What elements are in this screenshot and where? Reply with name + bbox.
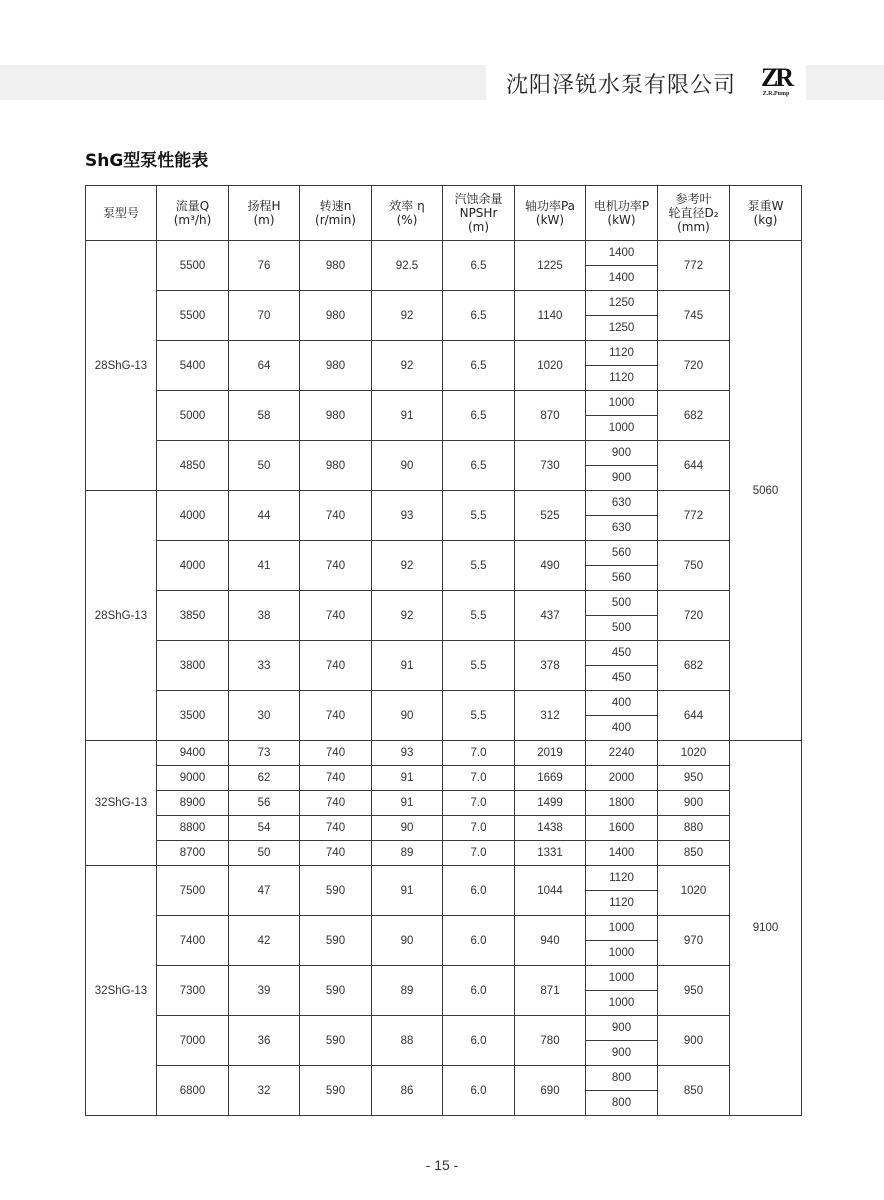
efficiency-cell: 90 <box>372 441 443 491</box>
column-header-line: (kW) <box>535 213 565 227</box>
flow-cell: 4850 <box>157 441 229 491</box>
motor-power-cell: 630 <box>586 516 658 541</box>
head-cell: 56 <box>229 791 300 816</box>
column-header-line: 轴功率Pa <box>524 199 576 213</box>
shaft-power-cell: 2019 <box>515 741 586 766</box>
impeller-diameter-cell: 900 <box>658 1016 730 1066</box>
shaft-power-cell: 490 <box>515 541 586 591</box>
column-header-flow <box>157 186 229 241</box>
head-cell: 73 <box>229 741 300 766</box>
efficiency-cell: 91 <box>372 391 443 441</box>
motor-power-cell: 1120 <box>586 341 658 366</box>
table-row <box>86 391 802 416</box>
table-row <box>86 966 802 991</box>
impeller-diameter-cell: 682 <box>658 641 730 691</box>
head-cell: 38 <box>229 591 300 641</box>
impeller-diameter-cell: 850 <box>658 841 730 866</box>
motor-power-cell: 1800 <box>586 791 658 816</box>
npshr-cell: 5.5 <box>443 541 515 591</box>
column-header-efficiency <box>372 186 443 241</box>
table-row <box>86 241 802 266</box>
efficiency-cell: 92.5 <box>372 241 443 291</box>
npshr-cell: 7.0 <box>443 766 515 791</box>
column-header-line: 电机功率P <box>593 199 650 213</box>
motor-power-cell: 1120 <box>586 366 658 391</box>
motor-power-cell: 1120 <box>586 891 658 916</box>
head-cell: 58 <box>229 391 300 441</box>
column-header-line: (kg) <box>753 213 778 227</box>
efficiency-cell: 92 <box>372 591 443 641</box>
table-row <box>86 1066 802 1091</box>
column-header-npshr <box>443 186 515 241</box>
shaft-power-cell: 1225 <box>515 241 586 291</box>
flow-cell: 8700 <box>157 841 229 866</box>
table-row <box>86 741 802 766</box>
efficiency-cell: 91 <box>372 866 443 916</box>
flow-cell: 6800 <box>157 1066 229 1116</box>
head-cell: 70 <box>229 291 300 341</box>
company-logo <box>756 63 796 98</box>
npshr-cell: 7.0 <box>443 741 515 766</box>
speed-cell: 980 <box>300 441 372 491</box>
flow-cell: 3500 <box>157 691 229 741</box>
table-row <box>86 816 802 841</box>
motor-power-cell: 1000 <box>586 991 658 1016</box>
flow-cell: 4000 <box>157 541 229 591</box>
flow-cell: 8900 <box>157 791 229 816</box>
page-title: ShG型泵性能表 <box>85 151 209 171</box>
page-number: - 15 - <box>425 1157 459 1173</box>
head-cell: 30 <box>229 691 300 741</box>
efficiency-cell: 89 <box>372 966 443 1016</box>
shaft-power-cell: 870 <box>515 391 586 441</box>
efficiency-cell: 92 <box>372 541 443 591</box>
header-band-left <box>0 65 486 100</box>
speed-cell: 740 <box>300 741 372 766</box>
flow-cell: 3800 <box>157 641 229 691</box>
speed-cell: 740 <box>300 641 372 691</box>
npshr-cell: 6.5 <box>443 441 515 491</box>
speed-cell: 980 <box>300 391 372 441</box>
pump-weight-cell: 9100 <box>730 741 802 1116</box>
head-cell: 41 <box>229 541 300 591</box>
flow-cell: 5500 <box>157 241 229 291</box>
speed-cell: 980 <box>300 241 372 291</box>
npshr-cell: 6.0 <box>443 916 515 966</box>
shaft-power-cell: 378 <box>515 641 586 691</box>
flow-cell: 8800 <box>157 816 229 841</box>
column-header-speed <box>300 186 372 241</box>
motor-power-cell: 2000 <box>586 766 658 791</box>
column-header-line: 汽蚀余量 <box>454 192 503 206</box>
column-header-line: NPSHr <box>459 206 498 220</box>
impeller-diameter-cell: 950 <box>658 966 730 1016</box>
motor-power-cell: 1000 <box>586 916 658 941</box>
npshr-cell: 6.0 <box>443 1016 515 1066</box>
efficiency-cell: 88 <box>372 1016 443 1066</box>
efficiency-cell: 89 <box>372 841 443 866</box>
motor-power-cell: 1120 <box>586 866 658 891</box>
flow-cell: 3850 <box>157 591 229 641</box>
head-cell: 39 <box>229 966 300 1016</box>
impeller-diameter-cell: 900 <box>658 791 730 816</box>
efficiency-cell: 91 <box>372 791 443 816</box>
pump-model-cell: 28ShG-13 <box>86 241 157 491</box>
flow-cell: 7000 <box>157 1016 229 1066</box>
column-header-line: 效率 η <box>389 199 425 213</box>
npshr-cell: 6.0 <box>443 966 515 1016</box>
flow-cell: 7400 <box>157 916 229 966</box>
flow-cell: 5500 <box>157 291 229 341</box>
speed-cell: 740 <box>300 841 372 866</box>
table-row <box>86 641 802 666</box>
table-row <box>86 591 802 616</box>
flow-cell: 7300 <box>157 966 229 1016</box>
column-header-line: (m³/h) <box>173 213 212 227</box>
impeller-diameter-cell: 880 <box>658 816 730 841</box>
npshr-cell: 5.5 <box>443 591 515 641</box>
shaft-power-cell: 1438 <box>515 816 586 841</box>
pump-model-cell: 32ShG-13 <box>86 866 157 1116</box>
efficiency-cell: 93 <box>372 741 443 766</box>
motor-power-cell: 900 <box>586 1041 658 1066</box>
head-cell: 76 <box>229 241 300 291</box>
impeller-diameter-cell: 745 <box>658 291 730 341</box>
impeller-diameter-cell: 644 <box>658 441 730 491</box>
flow-cell: 9400 <box>157 741 229 766</box>
column-header-line: 泵重W <box>747 199 784 213</box>
table-row <box>86 1016 802 1041</box>
column-header-line: 流量Q <box>175 199 210 213</box>
impeller-diameter-cell: 682 <box>658 391 730 441</box>
table-row <box>86 291 802 316</box>
npshr-cell: 6.0 <box>443 1066 515 1116</box>
shaft-power-cell: 312 <box>515 691 586 741</box>
column-header-shaft-power <box>515 186 586 241</box>
impeller-diameter-cell: 720 <box>658 341 730 391</box>
company-name: 沈阳泽锐水泵有限公司 <box>506 73 737 98</box>
head-cell: 36 <box>229 1016 300 1066</box>
head-cell: 44 <box>229 491 300 541</box>
column-header-model <box>86 186 157 241</box>
npshr-cell: 6.5 <box>443 241 515 291</box>
npshr-cell: 5.5 <box>443 641 515 691</box>
motor-power-cell: 450 <box>586 666 658 691</box>
column-header-line: (m) <box>467 220 490 234</box>
speed-cell: 740 <box>300 591 372 641</box>
column-header-line: 轮直径D₂ <box>668 206 719 220</box>
head-cell: 47 <box>229 866 300 916</box>
motor-power-cell: 900 <box>586 441 658 466</box>
head-cell: 62 <box>229 766 300 791</box>
npshr-cell: 5.5 <box>443 691 515 741</box>
shaft-power-cell: 525 <box>515 491 586 541</box>
column-header-line: (mm) <box>677 220 710 234</box>
impeller-diameter-cell: 720 <box>658 591 730 641</box>
column-header-line: 扬程H <box>247 199 281 213</box>
pump-model-cell: 28ShG-13 <box>86 491 157 741</box>
motor-power-cell: 1000 <box>586 391 658 416</box>
shaft-power-cell: 1669 <box>515 766 586 791</box>
shaft-power-cell: 690 <box>515 1066 586 1116</box>
pump-weight-cell: 5060 <box>730 241 802 741</box>
flow-cell: 5400 <box>157 341 229 391</box>
motor-power-cell: 630 <box>586 491 658 516</box>
impeller-diameter-cell: 644 <box>658 691 730 741</box>
shaft-power-cell: 940 <box>515 916 586 966</box>
speed-cell: 590 <box>300 1016 372 1066</box>
flow-cell: 4000 <box>157 491 229 541</box>
table-row <box>86 691 802 716</box>
impeller-diameter-cell: 1020 <box>658 866 730 916</box>
speed-cell: 740 <box>300 491 372 541</box>
speed-cell: 980 <box>300 291 372 341</box>
table-header-row <box>86 186 802 241</box>
impeller-diameter-cell: 1020 <box>658 741 730 766</box>
motor-power-cell: 400 <box>586 691 658 716</box>
speed-cell: 980 <box>300 341 372 391</box>
head-cell: 50 <box>229 841 300 866</box>
table-row <box>86 341 802 366</box>
efficiency-cell: 90 <box>372 816 443 841</box>
shaft-power-cell: 1020 <box>515 341 586 391</box>
column-header-line: 泵型号 <box>102 206 139 220</box>
motor-power-cell: 1400 <box>586 266 658 291</box>
speed-cell: 590 <box>300 1066 372 1116</box>
impeller-diameter-cell: 950 <box>658 766 730 791</box>
head-cell: 32 <box>229 1066 300 1116</box>
efficiency-cell: 90 <box>372 691 443 741</box>
motor-power-cell: 500 <box>586 591 658 616</box>
npshr-cell: 5.5 <box>443 491 515 541</box>
speed-cell: 590 <box>300 966 372 1016</box>
npshr-cell: 6.0 <box>443 866 515 916</box>
efficiency-cell: 92 <box>372 291 443 341</box>
flow-cell: 7500 <box>157 866 229 916</box>
npshr-cell: 7.0 <box>443 841 515 866</box>
column-header-line: (%) <box>396 213 418 227</box>
table-row <box>86 916 802 941</box>
column-header-line: (kW) <box>607 213 636 227</box>
table-row <box>86 791 802 816</box>
motor-power-cell: 800 <box>586 1066 658 1091</box>
shaft-power-cell: 1044 <box>515 866 586 916</box>
motor-power-cell: 800 <box>586 1091 658 1116</box>
impeller-diameter-cell: 772 <box>658 491 730 541</box>
motor-power-cell: 1400 <box>586 841 658 866</box>
efficiency-cell: 93 <box>372 491 443 541</box>
motor-power-cell: 1250 <box>586 316 658 341</box>
efficiency-cell: 86 <box>372 1066 443 1116</box>
efficiency-cell: 90 <box>372 916 443 966</box>
impeller-diameter-cell: 970 <box>658 916 730 966</box>
npshr-cell: 6.5 <box>443 341 515 391</box>
shaft-power-cell: 1140 <box>515 291 586 341</box>
head-cell: 42 <box>229 916 300 966</box>
motor-power-cell: 1400 <box>586 241 658 266</box>
motor-power-cell: 1600 <box>586 816 658 841</box>
motor-power-cell: 1250 <box>586 291 658 316</box>
shaft-power-cell: 730 <box>515 441 586 491</box>
table-row <box>86 841 802 866</box>
motor-power-cell: 2240 <box>586 741 658 766</box>
speed-cell: 740 <box>300 541 372 591</box>
column-header-line: (m) <box>253 213 275 227</box>
motor-power-cell: 1000 <box>586 941 658 966</box>
motor-power-cell: 500 <box>586 616 658 641</box>
impeller-diameter-cell: 750 <box>658 541 730 591</box>
shaft-power-cell: 780 <box>515 1016 586 1066</box>
table-row <box>86 541 802 566</box>
head-cell: 50 <box>229 441 300 491</box>
npshr-cell: 6.5 <box>443 291 515 341</box>
shaft-power-cell: 1499 <box>515 791 586 816</box>
head-cell: 33 <box>229 641 300 691</box>
table-row <box>86 441 802 466</box>
shaft-power-cell: 1331 <box>515 841 586 866</box>
motor-power-cell: 900 <box>586 1016 658 1041</box>
motor-power-cell: 450 <box>586 641 658 666</box>
impeller-diameter-cell: 850 <box>658 1066 730 1116</box>
impeller-diameter-cell: 772 <box>658 241 730 291</box>
shaft-power-cell: 437 <box>515 591 586 641</box>
table-row <box>86 866 802 891</box>
column-header-line: 转速n <box>319 199 352 213</box>
speed-cell: 740 <box>300 766 372 791</box>
efficiency-cell: 91 <box>372 766 443 791</box>
npshr-cell: 6.5 <box>443 391 515 441</box>
motor-power-cell: 400 <box>586 716 658 741</box>
motor-power-cell: 900 <box>586 466 658 491</box>
column-header-weight <box>730 186 802 241</box>
speed-cell: 740 <box>300 816 372 841</box>
motor-power-cell: 1000 <box>586 966 658 991</box>
logo-subtitle: Z.R.Pump <box>762 91 790 97</box>
shaft-power-cell: 871 <box>515 966 586 1016</box>
column-header-line: (r/min) <box>315 213 356 227</box>
performance-table <box>85 185 802 1116</box>
logo-mark: ZR <box>760 63 792 92</box>
flow-cell: 9000 <box>157 766 229 791</box>
head-cell: 64 <box>229 341 300 391</box>
column-header-impeller-diameter <box>658 186 730 241</box>
efficiency-cell: 92 <box>372 341 443 391</box>
speed-cell: 590 <box>300 916 372 966</box>
column-header-head <box>229 186 300 241</box>
flow-cell: 5000 <box>157 391 229 441</box>
speed-cell: 590 <box>300 866 372 916</box>
pump-model-cell: 32ShG-13 <box>86 741 157 866</box>
efficiency-cell: 91 <box>372 641 443 691</box>
head-cell: 54 <box>229 816 300 841</box>
speed-cell: 740 <box>300 691 372 741</box>
column-header-line: 参考叶 <box>675 192 712 206</box>
table-body <box>86 241 802 1116</box>
npshr-cell: 7.0 <box>443 816 515 841</box>
npshr-cell: 7.0 <box>443 791 515 816</box>
header-band-right <box>806 65 884 100</box>
table-row <box>86 766 802 791</box>
motor-power-cell: 560 <box>586 541 658 566</box>
speed-cell: 740 <box>300 791 372 816</box>
motor-power-cell: 560 <box>586 566 658 591</box>
column-header-motor-power <box>586 186 658 241</box>
table-row <box>86 491 802 516</box>
motor-power-cell: 1000 <box>586 416 658 441</box>
